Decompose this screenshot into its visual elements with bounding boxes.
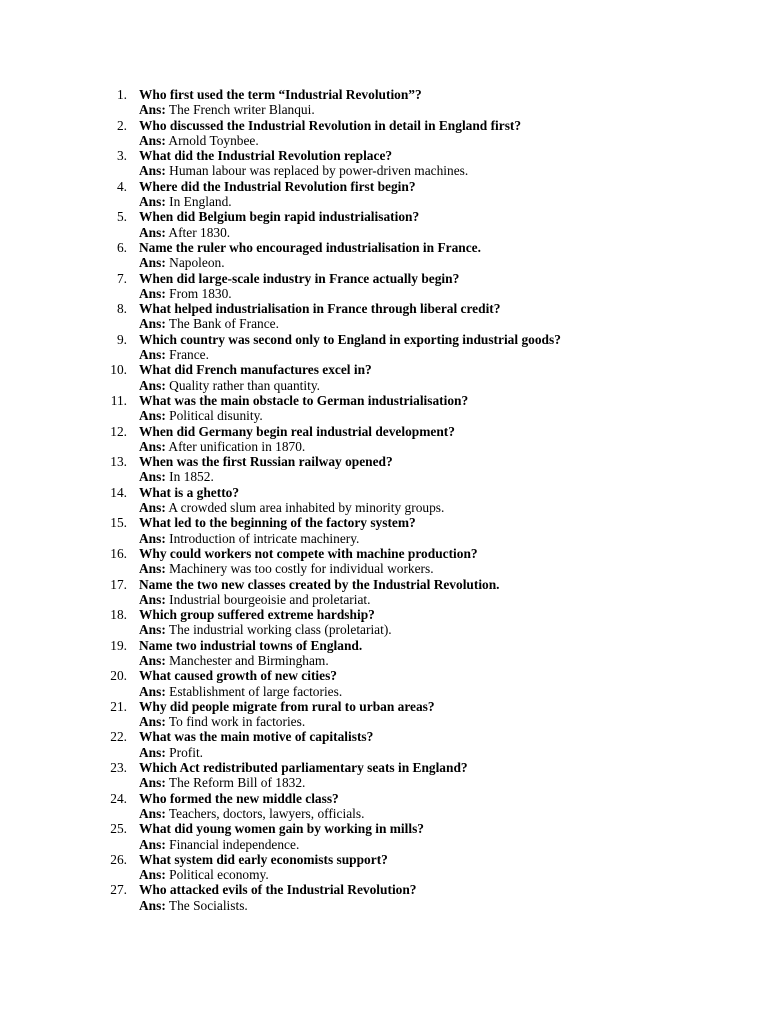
answer-text: Establishment of large factories.: [169, 683, 343, 699]
question-number: 13.: [110, 454, 127, 470]
answer-label: Ans:: [139, 347, 166, 363]
answer-line: [139, 837, 768, 852]
answer-label: Ans:: [139, 224, 166, 240]
answer-line: [139, 684, 768, 699]
answer-label: Ans:: [139, 377, 166, 393]
qa-item: [0, 424, 768, 455]
question-text: When was the first Russian railway opened?: [139, 454, 393, 470]
answer-text: The Bank of France.: [168, 316, 279, 332]
question-text: Who discussed the Industrial Revolution in detail in England first?: [139, 117, 522, 133]
question-number: 16.: [110, 545, 127, 561]
qa-item: [0, 515, 768, 546]
question-text: When did Belgium begin rapid industrialisation?: [139, 209, 420, 225]
answer-text: Profit.: [169, 744, 204, 760]
qa-item: [0, 240, 768, 271]
question-number: 18.: [110, 607, 127, 623]
answer-line: [139, 408, 768, 423]
question-number: 22.: [110, 729, 127, 745]
answer-label: Ans:: [139, 438, 166, 454]
answer-text: Political economy.: [169, 867, 269, 883]
answer-line: [139, 714, 768, 729]
answer-label: Ans:: [139, 897, 166, 913]
question-number: 24.: [110, 790, 127, 806]
qa-item: [0, 668, 768, 699]
question-number: 5.: [116, 209, 127, 225]
qa-item: [0, 577, 768, 608]
answer-line: [139, 255, 768, 270]
answer-line: [139, 316, 768, 331]
question-number: 8.: [116, 301, 127, 317]
answer-line: [139, 469, 768, 484]
answer-text: Teachers, doctors, lawyers, officials.: [168, 805, 365, 821]
question-text: Name the ruler who encouraged industrialisation in France.: [139, 239, 481, 255]
question-number: 4.: [116, 178, 127, 194]
answer-label: Ans:: [139, 683, 166, 699]
qa-item: [0, 791, 768, 822]
question-number: 20.: [110, 668, 127, 684]
answer-line: [139, 775, 768, 790]
question-text: Who first used the term “Industrial Revolution”?: [139, 87, 422, 102]
answer-label: Ans:: [139, 285, 166, 301]
qa-item: [0, 332, 768, 363]
answer-line: [139, 561, 768, 576]
answer-label: Ans:: [139, 530, 166, 546]
answer-text: From 1830.: [169, 285, 232, 301]
answer-text: France.: [169, 347, 209, 363]
qa-item: [0, 209, 768, 240]
question-number: 12.: [110, 423, 127, 439]
question-text: What led to the beginning of the factory system?: [139, 515, 416, 531]
question-text: What did French manufactures excel in?: [139, 362, 372, 378]
qa-item: [0, 821, 768, 852]
answer-line: [139, 378, 768, 393]
qa-item: [0, 454, 768, 485]
question-text: When did Germany begin real industrial development?: [139, 423, 455, 439]
answer-line: [139, 194, 768, 209]
answer-text: Human labour was replaced by power-driven machines.: [169, 163, 469, 179]
qa-item: [0, 485, 768, 516]
answer-label: Ans:: [139, 132, 166, 148]
question-number: 25.: [110, 821, 127, 837]
question-number: 7.: [116, 270, 127, 286]
qa-item: [0, 699, 768, 730]
qa-item: [0, 607, 768, 638]
answer-text: The Reform Bill of 1832.: [168, 775, 306, 791]
answer-label: Ans:: [139, 622, 166, 638]
qa-item: [0, 852, 768, 883]
question-text: Name two industrial towns of England.: [139, 637, 363, 653]
qa-item: [0, 638, 768, 669]
answer-text: To find work in factories.: [168, 714, 306, 730]
question-number: 21.: [110, 698, 127, 714]
question-text: What caused growth of new cities?: [139, 668, 337, 684]
answer-text: Quality rather than quantity.: [169, 377, 321, 393]
qa-item: [0, 729, 768, 760]
answer-text: After 1830.: [168, 224, 231, 240]
question-number: 3.: [116, 148, 127, 164]
answer-line: [139, 133, 768, 148]
question-text: Which Act redistributed parliamentary seats in England?: [139, 760, 468, 776]
question-text: Who attacked evils of the Industrial Revolution?: [139, 882, 417, 898]
question-text: Who formed the new middle class?: [139, 790, 339, 806]
answer-line: [139, 653, 768, 668]
answer-text: Arnold Toynbee.: [168, 132, 259, 148]
answer-label: Ans:: [139, 500, 166, 516]
question-number: 1.: [116, 87, 127, 102]
question-number: 19.: [110, 637, 127, 653]
answer-label: Ans:: [139, 163, 166, 179]
question-number: 27.: [110, 882, 127, 898]
qa-item: [0, 271, 768, 302]
answer-text: The Socialists.: [168, 897, 248, 913]
answer-label: Ans:: [139, 255, 166, 271]
answer-text: Manchester and Birmingham.: [169, 652, 329, 668]
answer-line: [139, 745, 768, 760]
answer-label: Ans:: [139, 805, 166, 821]
question-number: 6.: [116, 239, 127, 255]
answer-label: Ans:: [139, 744, 166, 760]
answer-text: After unification in 1870.: [168, 438, 306, 454]
document-page: [0, 87, 768, 913]
answer-label: Ans:: [139, 194, 166, 210]
answer-text: In England.: [169, 194, 232, 210]
answer-label: Ans:: [139, 652, 166, 668]
question-number: 14.: [110, 484, 127, 500]
question-text: Why did people migrate from rural to urban areas?: [139, 698, 435, 714]
answer-label: Ans:: [139, 316, 166, 332]
qa-item: [0, 179, 768, 210]
answer-line: [139, 225, 768, 240]
question-number: 17.: [110, 576, 127, 592]
answer-line: [139, 347, 768, 362]
answer-line: [139, 163, 768, 178]
answer-line: [139, 622, 768, 637]
answer-line: [139, 439, 768, 454]
answer-text: Introduction of intricate machinery.: [169, 530, 360, 546]
qa-item: [0, 882, 768, 913]
question-number: 10.: [110, 362, 127, 378]
question-text: What was the main motive of capitalists?: [139, 729, 374, 745]
answer-line: [139, 898, 768, 913]
answer-text: The industrial working class (proletariat).: [168, 622, 392, 638]
qa-item: [0, 148, 768, 179]
question-text: Which group suffered extreme hardship?: [139, 607, 375, 623]
answer-text: Financial independence.: [169, 836, 300, 852]
answer-label: Ans:: [139, 102, 166, 118]
question-number: 9.: [116, 331, 127, 347]
question-text: What was the main obstacle to German industrialisation?: [139, 392, 469, 408]
qa-item: [0, 546, 768, 577]
answer-label: Ans:: [139, 836, 166, 852]
question-text: Why could workers not compete with machine production?: [139, 545, 478, 561]
answer-label: Ans:: [139, 775, 166, 791]
answer-label: Ans:: [139, 408, 166, 424]
question-text: What did the Industrial Revolution replace?: [139, 148, 393, 164]
answer-line: [139, 592, 768, 607]
qa-item: [0, 118, 768, 149]
question-text: Name the two new classes created by the Industrial Revolution.: [139, 576, 500, 592]
qa-item: [0, 362, 768, 393]
question-number: 26.: [110, 851, 127, 867]
answer-label: Ans:: [139, 469, 166, 485]
question-text: What did young women gain by working in mills?: [139, 821, 424, 837]
answer-text: In 1852.: [169, 469, 214, 485]
answer-line: [139, 867, 768, 882]
question-number: 2.: [116, 117, 127, 133]
question-text: What system did early economists support?: [139, 851, 388, 867]
answer-line: [139, 286, 768, 301]
answer-line: [139, 531, 768, 546]
question-text: What helped industrialisation in France through liberal credit?: [139, 301, 501, 317]
qa-item: [0, 87, 768, 118]
answer-label: Ans:: [139, 867, 166, 883]
question-number: 23.: [110, 760, 127, 776]
qa-item: [0, 301, 768, 332]
answer-line: [139, 500, 768, 515]
question-number: 15.: [110, 515, 127, 531]
answer-text: Napoleon.: [169, 255, 225, 271]
answer-label: Ans:: [139, 714, 166, 730]
question-text: Which country was second only to England in exporting industrial goods?: [139, 331, 561, 347]
question-text: When did large-scale industry in France actually begin?: [139, 270, 460, 286]
answer-label: Ans:: [139, 591, 166, 607]
answer-label: Ans:: [139, 561, 166, 577]
question-text: Where did the Industrial Revolution first begin?: [139, 178, 416, 194]
question-text: What is a ghetto?: [139, 484, 240, 500]
qa-item: [0, 393, 768, 424]
question-answer-list: [0, 87, 768, 913]
answer-text: Machinery was too costly for individual workers.: [169, 561, 434, 577]
answer-line: [139, 102, 768, 117]
answer-text: Industrial bourgeoisie and proletariat.: [169, 591, 371, 607]
question-number: 11.: [110, 392, 127, 408]
answer-text: A crowded slum area inhabited by minority groups.: [168, 500, 445, 516]
answer-text: Political disunity.: [169, 408, 263, 424]
answer-line: [139, 806, 768, 821]
answer-text: The French writer Blanqui.: [168, 102, 315, 118]
qa-item: [0, 760, 768, 791]
